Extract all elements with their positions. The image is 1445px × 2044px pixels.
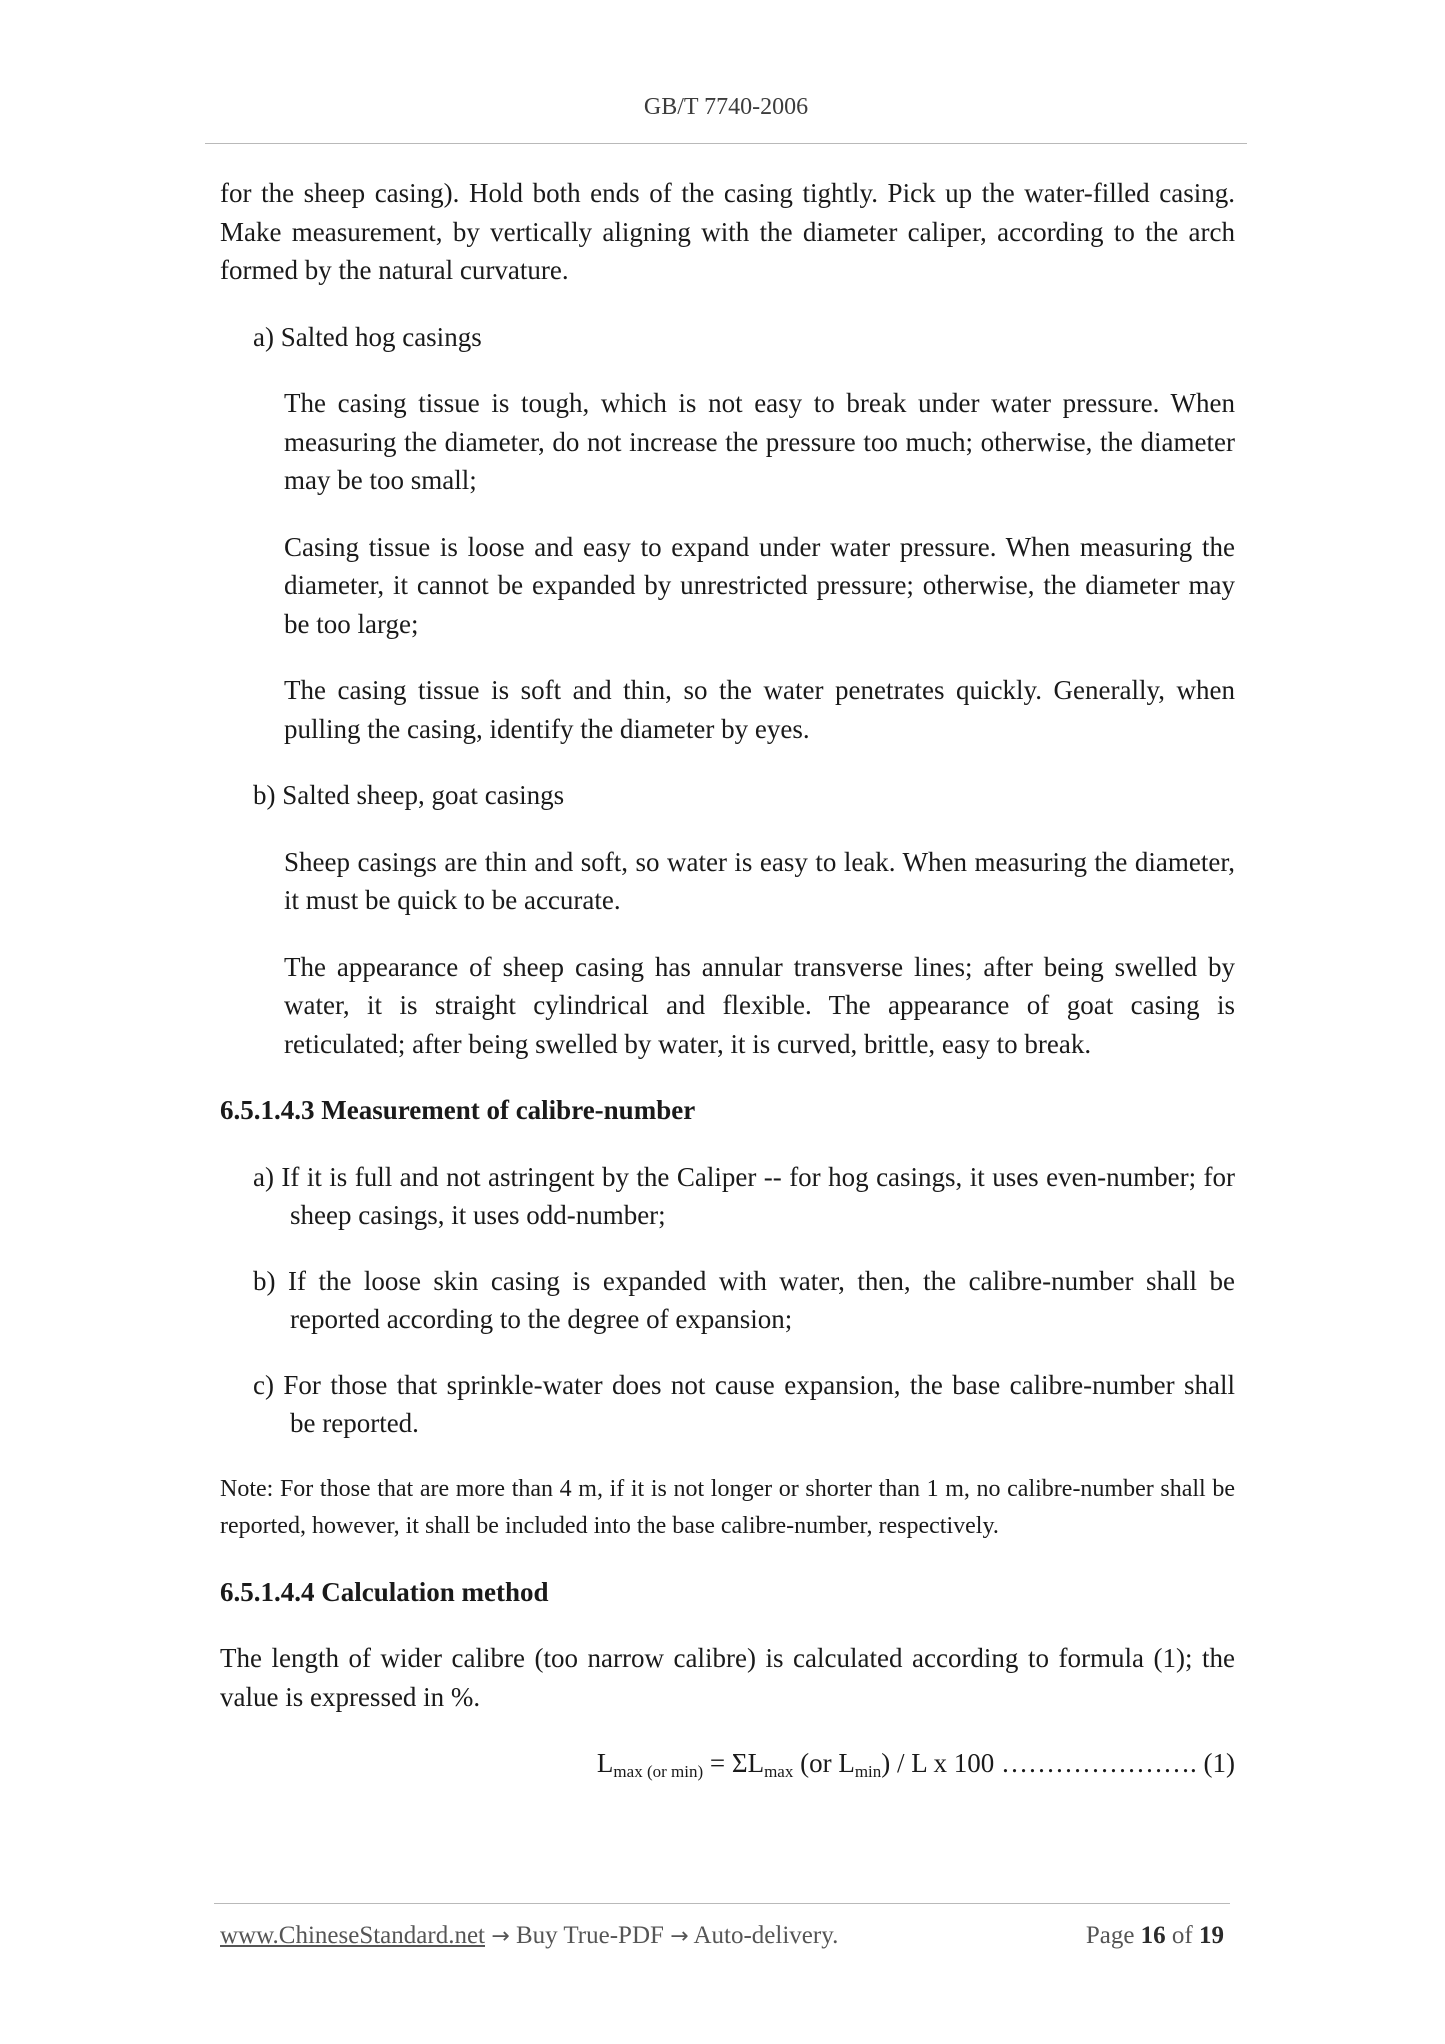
item-a-title: a) Salted hog casings <box>253 321 482 352</box>
note-paragraph: Note: For those that are more than 4 m, if it is not longer or shorter than 1 m, no calibre-number shall be reported, however, it shall be included into the base calibre-number, respectively. <box>220 1475 1235 1539</box>
delivery-text: Auto-delivery. <box>693 1922 839 1949</box>
arrow-right-icon: → <box>670 1924 689 1949</box>
header-divider <box>205 143 1247 144</box>
formula-equals: = ΣL <box>703 1748 765 1778</box>
item-a-paragraph-2: Casing tissue is loose and easy to expand under water pressure. When measuring the diameter, it cannot be expanded by unrestricted pressure; otherwise, the diameter may be too large; <box>284 531 1235 639</box>
item-a-paragraph-1: The casing tissue is tough, which is not easy to break under water pressure. When measuring the diameter, do not increase the pressure too much; otherwise, the diameter may be too small; <box>284 388 1235 495</box>
website-link[interactable]: www.ChineseStandard.net <box>220 1922 485 1949</box>
page-total: 19 <box>1199 1922 1224 1949</box>
page-label: Page <box>1085 1922 1135 1949</box>
intro-paragraph: for the sheep casing). Hold both ends of the casing tightly. Pick up the water-filled casing. Make measurement, by vertically aligning with the diameter caliper, according to the arch formed by the natural curvature. <box>220 178 1235 285</box>
formula-middle: (or L <box>793 1748 855 1778</box>
footer-promo <box>220 1922 838 1949</box>
section-heading-6-5-1-4-3: 6.5.1.4.3 Measurement of calibre-number <box>220 1095 696 1125</box>
page-footer <box>220 1922 1230 1950</box>
page-content <box>220 174 1235 1783</box>
item-b-title: b) Salted sheep, goat casings <box>253 780 565 810</box>
buy-text: Buy True-PDF <box>515 1922 664 1949</box>
formula-tail: ) / L x 100 …………………. (1) <box>881 1748 1235 1778</box>
calibre-item-b: b) If the loose skin casing is expanded with water, then, the calibre-number shall be reported according to the degree of expansion; <box>253 1265 1235 1334</box>
item-b-paragraph-2: The appearance of sheep casing has annular transverse lines; after being swelled by water, it is straight cylindrical and flexible. The appearance of goat casing is reticulated; after being swelled by water, it is curved, brittle, easy to break. <box>284 951 1235 1059</box>
formula-subscript: max (or min) <box>613 1762 704 1781</box>
footer-divider <box>214 1903 1230 1904</box>
page-header: GB/T 7740-2006 <box>643 94 809 120</box>
of-label: of <box>1171 1922 1193 1949</box>
calibre-item-c: c) For those that sprinkle-water does not cause expansion, the base calibre-number shall be reported. <box>253 1369 1235 1438</box>
section-heading-6-5-1-4-4: 6.5.1.4.4 Calculation method <box>220 1576 549 1607</box>
page-current: 16 <box>1140 1922 1166 1949</box>
formula-subscript: min <box>854 1762 882 1781</box>
arrow-right-icon: → <box>491 1924 510 1949</box>
item-b-paragraph-1: Sheep casings are thin and soft, so water is easy to leak. When measuring the diameter, it must be quick to be accurate. <box>284 846 1235 915</box>
calculation-paragraph: The length of wider calibre (too narrow calibre) is calculated according to formula (1); the value is expressed in %. <box>220 1643 1235 1712</box>
page-number <box>1086 1922 1224 1950</box>
formula-subscript: max <box>764 1762 794 1781</box>
formula-1 <box>220 1744 1235 1783</box>
item-a-paragraph-3: The casing tissue is soft and thin, so the water penetrates quickly. Generally, when pulling the casing, identify the diameter by eyes. <box>284 675 1235 744</box>
formula-symbol: L <box>596 1748 614 1778</box>
calibre-item-a: a) If it is full and not astringent by the Caliper -- for hog casings, it uses even-number; for sheep casings, it uses odd-number; <box>253 1161 1235 1230</box>
